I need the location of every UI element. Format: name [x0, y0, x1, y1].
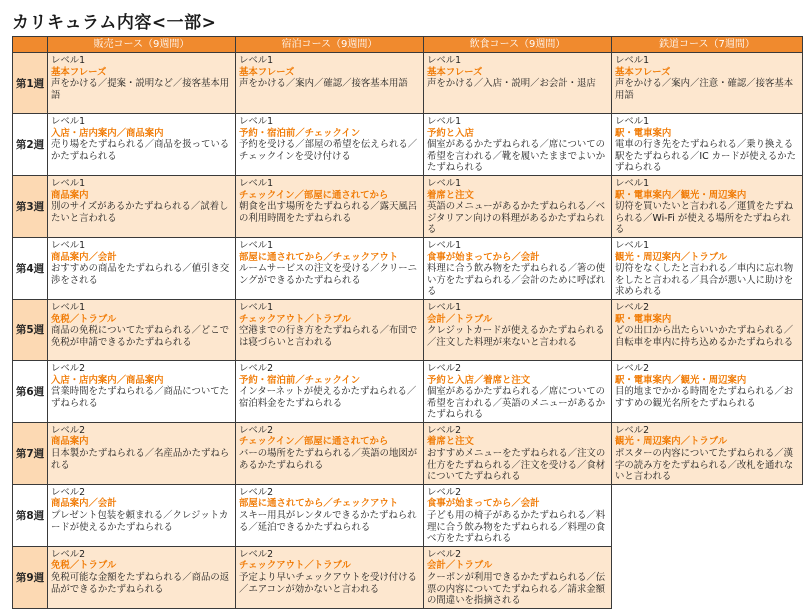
description-text: 英語のメニューがあるかたずねられる／ベジタリアン向けの料理があるかたずねられる	[427, 201, 606, 236]
topic-label: 観光・周辺案内／トラブル	[615, 436, 728, 448]
topic-label: チェックイン／部屋に通されてから	[239, 436, 389, 448]
topic-label: 駅・電車案内	[615, 313, 672, 325]
header-course-sales: 販売コース（9週間）	[48, 37, 236, 53]
level-label: レベル2	[239, 424, 274, 436]
curriculum-cell	[612, 175, 803, 237]
topic-label: チェックアウト／トラブル	[239, 560, 351, 572]
level-label: レベル1	[427, 301, 462, 313]
description-text: 切符をなくしたと言われる／車内に忘れ物をしたと言われる／具合が悪い人に助けを求められる	[615, 263, 794, 298]
level-label: レベル1	[239, 301, 274, 313]
level-label: レベル1	[51, 116, 86, 127]
curriculum-cell	[424, 175, 612, 237]
curriculum-cell	[612, 299, 803, 360]
description-text: インターネットが使えるかたずねられる／宿泊料金をたずねられる	[239, 386, 417, 409]
curriculum-cell	[612, 114, 803, 176]
table-row	[13, 175, 803, 237]
table-row	[13, 299, 803, 360]
topic-label: 部屋に通されてから／チェックアウト	[239, 498, 399, 510]
curriculum-cell	[424, 53, 612, 114]
empty-cell	[612, 484, 803, 546]
topic-label: 商品案内	[51, 436, 89, 448]
curriculum-cell	[236, 484, 424, 546]
curriculum-cell	[48, 175, 236, 237]
description-text: 切符を買いたいと言われる／運賃をたずねられる／Wi-Fi が使える場所をたずねられる	[615, 201, 794, 236]
description-text: 別のサイズがあるかたずねられる／試着したいと言われる	[51, 201, 229, 224]
week-label: 第8週	[13, 484, 48, 546]
week-label: 第2週	[13, 114, 48, 176]
curriculum-cell	[236, 299, 424, 360]
description-text: ルームサービスの注文を受ける／クリーニングができるかたずねられる	[239, 263, 417, 286]
description-text: スキー用具がレンタルできるかたずねられる／延泊できるかたずねられる	[239, 510, 417, 533]
description-text: おすすめメニューをたずねられる／注文の仕方をたずねられる／注文を受ける／食材についてたずねられる	[427, 448, 606, 483]
table-row	[13, 422, 803, 484]
header-row	[13, 37, 803, 53]
topic-label: 食事が始まってから／会計	[427, 498, 540, 510]
level-label: レベル2	[615, 301, 650, 313]
description-text: 声をかける／案内／確認／接客基本用語	[239, 78, 408, 90]
topic-label: 駅・電車案内／観光・周辺案内	[615, 374, 747, 386]
level-label: レベル1	[427, 55, 462, 66]
description-text: 商品の免税についてたずねられる／どこで免税が申請できるかたずねられる	[51, 325, 229, 348]
topic-label: チェックイン／部屋に通されてから	[239, 189, 389, 201]
topic-label: 入店・店内案内／商品案内	[51, 127, 164, 139]
level-label: レベル2	[427, 486, 462, 498]
empty-cell	[612, 546, 803, 608]
topic-label: 会計／トラブル	[427, 313, 493, 325]
curriculum-cell	[424, 546, 612, 608]
topic-label: 免税／トラブル	[51, 560, 117, 572]
description-text: 免税可能な金額をたずねられる／商品の返品ができるかたずねられる	[51, 572, 230, 595]
level-label: レベル1	[51, 301, 86, 313]
week-label: 第5週	[13, 299, 48, 360]
level-label: レベル2	[51, 548, 86, 560]
level-label: レベル2	[239, 362, 274, 374]
level-label: レベル2	[51, 362, 86, 374]
description-text: 予約を受ける／部屋の希望を伝えられる／チェックインを受け付ける	[239, 139, 418, 162]
topic-label: 会計／トラブル	[427, 560, 493, 572]
topic-label: チェックアウト／トラブル	[239, 313, 351, 325]
table-row	[13, 360, 803, 422]
curriculum-cell	[424, 484, 612, 546]
description-text: どの出口から出たらいいかたずねられる／自転車を車内に持ち込めるかたずねられる	[615, 325, 794, 348]
topic-label: 予約・宿泊前／チェックイン	[239, 127, 361, 139]
description-text: 営業時間をたずねられる／商品についてたずねられる	[51, 386, 229, 409]
description-text: バーの場所をたずねられる／英語の地図があるかたずねられる	[239, 448, 418, 471]
curriculum-cell	[236, 175, 424, 237]
curriculum-cell	[48, 114, 236, 176]
curriculum-cell	[424, 237, 612, 299]
description-text: 予定より早いチェックアウトを受け付ける／エアコンが効かないと言われる	[239, 572, 417, 595]
description-text: 朝食を出す場所をたずねられる／露天風呂の利用時間をたずねられる	[239, 201, 418, 224]
description-text: 個室があるかたずねられる／席についての希望を言われる／英語のメニューがあるかたずねられる	[427, 386, 606, 421]
level-label: レベル1	[239, 55, 274, 66]
level-label: レベル1	[427, 177, 462, 189]
curriculum-cell	[612, 360, 803, 422]
curriculum-body	[13, 53, 803, 609]
description-text: 日本製かたずねられる／名産品かたずねられる	[51, 448, 230, 471]
description-text: 声をかける／案内／注意・確認／接客基本用語	[615, 78, 794, 101]
curriculum-cell	[612, 422, 803, 484]
table-row	[13, 53, 803, 114]
level-label: レベル2	[51, 486, 86, 498]
level-label: レベル2	[239, 486, 274, 498]
description-text: おすすめの商品をたずねられる／値引き交渉をされる	[51, 263, 230, 286]
level-label: レベル1	[427, 239, 462, 251]
topic-label: 商品案内／会計	[51, 498, 117, 510]
header-corner	[13, 37, 48, 53]
table-row	[13, 546, 803, 608]
topic-label: 入店・店内案内／商品案内	[51, 374, 164, 386]
level-label: レベル1	[615, 177, 650, 189]
curriculum-table	[12, 36, 803, 609]
page-title: カリキュラム内容<一部>	[12, 13, 217, 33]
description-text: 空港までの行き方をたずねられる／布団では寝づらいと言われる	[239, 325, 418, 348]
curriculum-cell	[48, 484, 236, 546]
curriculum-cell	[424, 360, 612, 422]
description-text: 電車の行き先をたずねられる／乗り換える駅をたずねられる／IC カードが使えるかたずねられる	[615, 139, 797, 174]
topic-label: 駅・電車案内	[615, 127, 672, 139]
level-label: レベル1	[239, 239, 274, 251]
curriculum-cell	[48, 299, 236, 360]
description-text: クーポンが利用できるかたずねられる／伝票の内容についてたずねられる／請求金額の間違いを指摘される	[427, 572, 606, 607]
description-text: 売り場をたずねられる／商品を扱っているかたずねられる	[51, 139, 230, 162]
level-label: レベル2	[427, 362, 462, 374]
curriculum-cell	[236, 53, 424, 114]
topic-label: 基本フレーズ	[51, 66, 107, 78]
header-course-lodging: 宿泊コース（9週間）	[236, 37, 424, 53]
level-label: レベル2	[239, 548, 274, 560]
week-label: 第9週	[13, 546, 48, 608]
week-label: 第3週	[13, 175, 48, 237]
description-text: ポスターの内容についてたずねられる／漢字の読み方をたずねられる／改札を通れないと言われる	[615, 448, 794, 483]
curriculum-cell	[48, 360, 236, 422]
description-text: クレジットカードが使えるかたずねられる／注文した料理が来ないと言われる	[427, 325, 605, 348]
curriculum-cell	[424, 114, 612, 176]
description-text: プレゼント包装を頼まれる／クレジットカードが使えるかたずねられる	[51, 510, 229, 533]
topic-label: 予約と入店	[427, 127, 474, 139]
topic-label: 商品案内	[51, 189, 89, 201]
topic-label: 基本フレーズ	[615, 66, 671, 78]
topic-label: 予約と入店／着席と注文	[427, 374, 531, 386]
curriculum-cell	[236, 422, 424, 484]
curriculum-cell	[236, 360, 424, 422]
curriculum-cell	[236, 114, 424, 176]
description-text: 声をかける／提案・説明など／接客基本用語	[51, 78, 230, 101]
curriculum-cell	[48, 237, 236, 299]
topic-label: 予約・宿泊前／チェックイン	[239, 374, 361, 386]
curriculum-cell	[424, 299, 612, 360]
level-label: レベル1	[427, 116, 462, 127]
level-label: レベル1	[615, 116, 650, 127]
description-text: 声をかける／入店・説明／お会計・退店	[427, 78, 596, 90]
curriculum-cell	[612, 53, 803, 114]
description-text: 料理に合う飲み物をたずねられる／箸の使い方をたずねられる／会計のために呼ばれる	[427, 263, 606, 298]
curriculum-cell	[236, 237, 424, 299]
curriculum-cell	[48, 422, 236, 484]
week-label: 第4週	[13, 237, 48, 299]
topic-label: 部屋に通されてから／チェックアウト	[239, 251, 399, 263]
level-label: レベル2	[51, 424, 86, 436]
topic-label: 免税／トラブル	[51, 313, 117, 325]
level-label: レベル1	[615, 239, 650, 251]
topic-label: 基本フレーズ	[239, 66, 295, 78]
week-label: 第7週	[13, 422, 48, 484]
topic-label: 観光・周辺案内／トラブル	[615, 251, 728, 263]
curriculum-cell	[48, 546, 236, 608]
topic-label: 商品案内／会計	[51, 251, 117, 263]
description-text: 目的地までかかる時間をたずねられる／おすすめの観光名所をたずねられる	[615, 386, 794, 409]
level-label: レベル1	[51, 55, 86, 66]
table-row	[13, 484, 803, 546]
level-label: レベル1	[615, 55, 650, 66]
level-label: レベル2	[615, 424, 650, 436]
header-course-dining: 飲食コース（9週間）	[424, 37, 612, 53]
curriculum-cell	[48, 53, 236, 114]
level-label: レベル1	[51, 177, 86, 189]
table-row	[13, 237, 803, 299]
curriculum-cell	[612, 237, 803, 299]
header-course-railway: 鉄道コース（7週間）	[612, 37, 803, 53]
curriculum-cell	[424, 422, 612, 484]
description-text: 子ども用の椅子があるかたずねられる／料理に合う飲み物をたずねられる／料理の食べ方をたずねられる	[427, 510, 606, 545]
description-text: 個室があるかたずねられる／席についての希望を言われる／靴を履いたままでよいかたずねられる	[427, 139, 606, 174]
level-label: レベル2	[427, 424, 462, 436]
topic-label: 食事が始まってから／会計	[427, 251, 540, 263]
level-label: レベル1	[239, 177, 274, 189]
curriculum-cell	[236, 546, 424, 608]
topic-label: 着席と注文	[427, 189, 474, 201]
week-label: 第6週	[13, 360, 48, 422]
level-label: レベル2	[427, 548, 462, 560]
topic-label: 着席と注文	[427, 436, 474, 448]
topic-label: 基本フレーズ	[427, 66, 483, 78]
level-label: レベル2	[615, 362, 650, 374]
level-label: レベル1	[239, 116, 274, 127]
level-label: レベル1	[51, 239, 86, 251]
week-label: 第1週	[13, 53, 48, 114]
table-row	[13, 114, 803, 176]
topic-label: 駅・電車案内／観光・周辺案内	[615, 189, 747, 201]
